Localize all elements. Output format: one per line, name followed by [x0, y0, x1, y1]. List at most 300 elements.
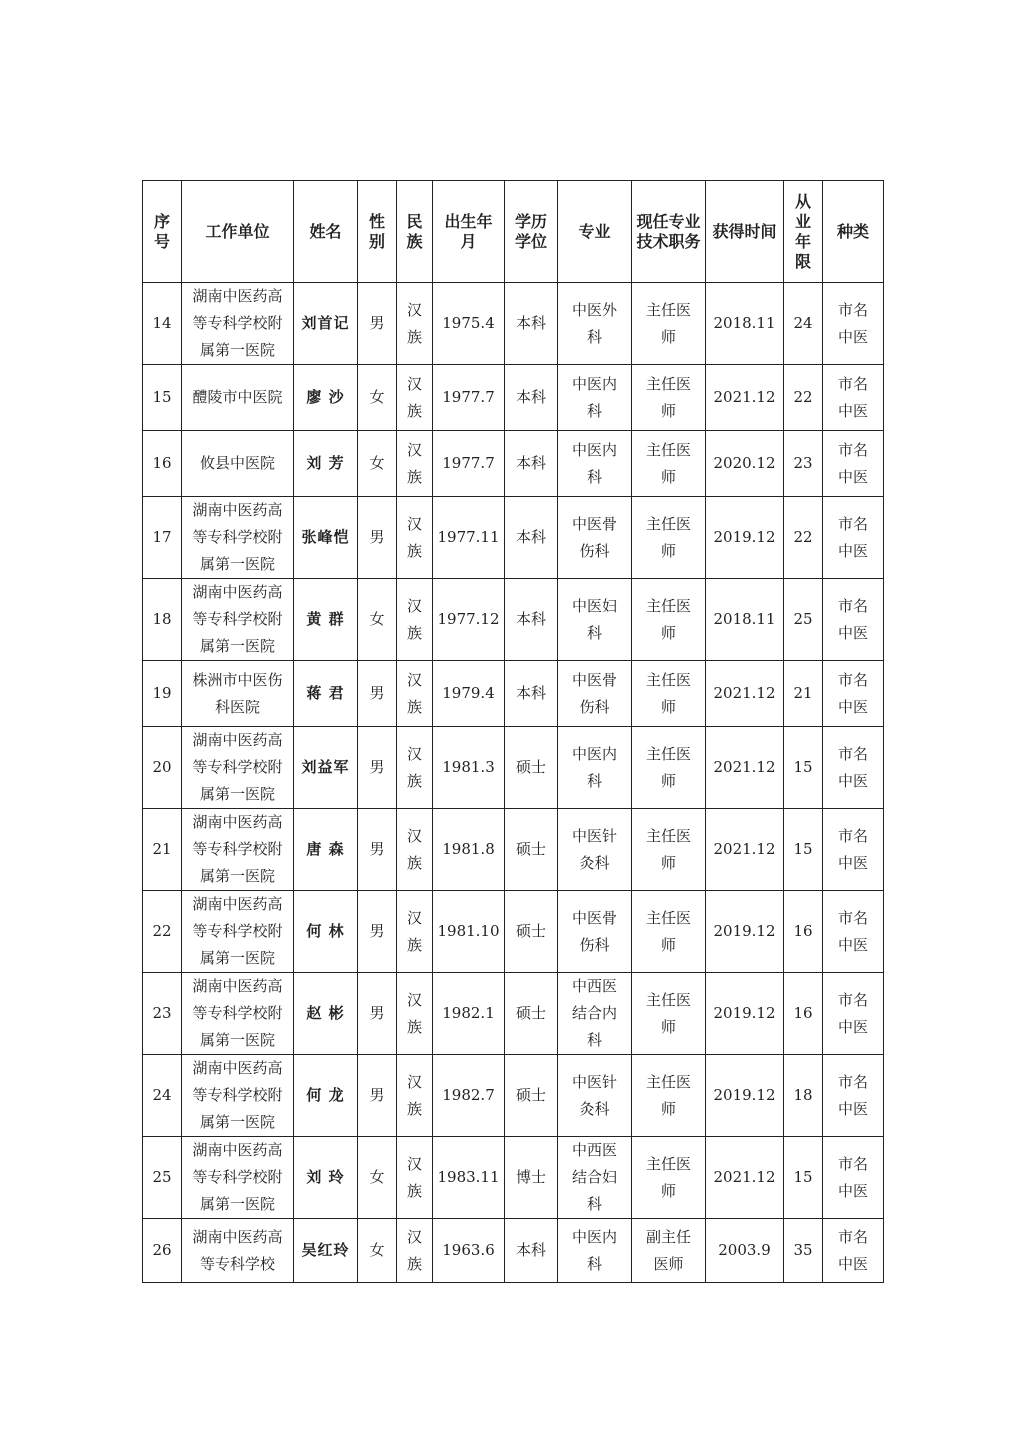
cell-title-text: 主任医师 [645, 744, 691, 790]
cell-seq [143, 497, 182, 579]
cell-ethnicity [397, 1137, 433, 1219]
cell-years-text: 22 [793, 528, 813, 546]
cell-name [294, 973, 358, 1055]
cell-title-text: 主任医师 [645, 440, 691, 486]
cell-years [784, 283, 823, 365]
cell-category-text: 市名中医 [837, 440, 868, 486]
cell-years [784, 1219, 823, 1283]
cell-title [632, 973, 706, 1055]
cell-specialty-text: 中西医结合妇科 [571, 1141, 617, 1213]
cell-gender [358, 579, 397, 661]
cell-unit [182, 1055, 294, 1137]
cell-specialty-text: 中医骨伤科 [571, 514, 617, 560]
cell-ethnicity [397, 431, 433, 497]
cell-years [784, 579, 823, 661]
cell-seq-text: 19 [152, 684, 172, 702]
cell-name [294, 365, 358, 431]
cell-seq [143, 283, 182, 365]
cell-seq-text: 20 [152, 758, 172, 776]
cell-years [784, 809, 823, 891]
cell-years-text: 15 [793, 840, 813, 858]
header-category: 种类 [823, 181, 884, 283]
cell-category-text: 市名中医 [837, 670, 868, 716]
cell-ethnicity-text: 汉族 [406, 670, 422, 716]
cell-category [823, 497, 884, 579]
cell-name-text: 刘 玲 [306, 1168, 345, 1186]
cell-seq-text: 22 [152, 922, 172, 940]
cell-obtained-text: 2021.12 [713, 1168, 776, 1186]
cell-unit [182, 727, 294, 809]
cell-name [294, 579, 358, 661]
cell-name [294, 431, 358, 497]
cell-years-text: 15 [793, 1168, 813, 1186]
cell-gender-text: 男 [369, 684, 385, 702]
cell-years-text: 18 [793, 1086, 813, 1104]
cell-name-text: 吴红玲 [301, 1241, 350, 1259]
cell-education-text: 本科 [515, 388, 546, 406]
cell-unit [182, 1137, 294, 1219]
cell-seq-text: 24 [152, 1086, 172, 1104]
cell-seq [143, 579, 182, 661]
cell-title-text: 主任医师 [645, 1154, 691, 1200]
cell-obtained [706, 579, 784, 661]
cell-name [294, 809, 358, 891]
cell-category-text: 市名中医 [837, 596, 868, 642]
cell-seq-text: 26 [152, 1241, 172, 1259]
cell-category-text: 市名中医 [837, 374, 868, 420]
cell-ethnicity [397, 579, 433, 661]
cell-obtained [706, 497, 784, 579]
cell-name-text: 何 龙 [306, 1086, 345, 1104]
cell-gender-text: 女 [369, 610, 385, 628]
cell-specialty-text: 中医内科 [571, 1227, 617, 1273]
cell-specialty-text: 中医妇科 [571, 596, 617, 642]
cell-gender [358, 497, 397, 579]
cell-birth [433, 1219, 505, 1283]
cell-birth-text: 1963.6 [442, 1241, 495, 1259]
cell-education [505, 891, 558, 973]
cell-title-text: 主任医师 [645, 826, 691, 872]
cell-seq-text: 23 [152, 1004, 172, 1022]
cell-ethnicity [397, 283, 433, 365]
cell-birth-text: 1977.12 [437, 610, 500, 628]
cell-category [823, 973, 884, 1055]
cell-years-text: 35 [793, 1241, 813, 1259]
cell-ethnicity [397, 809, 433, 891]
cell-birth-text: 1982.1 [442, 1004, 495, 1022]
cell-name [294, 1137, 358, 1219]
cell-title [632, 497, 706, 579]
cell-seq-text: 18 [152, 610, 172, 628]
cell-obtained-text: 2018.11 [713, 610, 776, 628]
cell-category-text: 市名中医 [837, 1227, 868, 1273]
cell-gender-text: 女 [369, 454, 385, 472]
cell-education-text: 本科 [515, 528, 546, 546]
cell-education-text: 硕士 [515, 1004, 546, 1022]
cell-years-text: 16 [793, 1004, 813, 1022]
cell-birth-text: 1982.7 [442, 1086, 495, 1104]
table-row [143, 891, 884, 973]
cell-category [823, 891, 884, 973]
cell-category [823, 579, 884, 661]
cell-obtained-text: 2021.12 [713, 758, 776, 776]
table-row [143, 1219, 884, 1283]
cell-name-text: 黄 群 [306, 610, 345, 628]
cell-title-text: 主任医师 [645, 374, 691, 420]
cell-specialty [558, 809, 632, 891]
cell-education-text: 本科 [515, 1241, 546, 1259]
cell-specialty [558, 365, 632, 431]
cell-specialty-text: 中医内科 [571, 374, 617, 420]
cell-seq-text: 25 [152, 1168, 172, 1186]
cell-name [294, 283, 358, 365]
cell-specialty [558, 1055, 632, 1137]
cell-title [632, 579, 706, 661]
cell-education-text: 本科 [515, 454, 546, 472]
cell-specialty-text: 中医针灸科 [571, 1072, 617, 1118]
cell-unit-text: 湖南中医药高等专科学校附属第一医院 [192, 583, 283, 655]
cell-years-text: 22 [793, 388, 813, 406]
header-ethnicity: 民族 [397, 181, 433, 283]
cell-title-text: 主任医师 [645, 1072, 691, 1118]
cell-category [823, 809, 884, 891]
table-row [143, 365, 884, 431]
cell-specialty [558, 727, 632, 809]
cell-title-text: 主任医师 [645, 908, 691, 954]
cell-education [505, 431, 558, 497]
cell-unit [182, 283, 294, 365]
cell-name-text: 赵 彬 [306, 1004, 345, 1022]
cell-specialty-text: 中医针灸科 [571, 826, 617, 872]
cell-obtained [706, 1055, 784, 1137]
cell-birth [433, 973, 505, 1055]
cell-name-text: 唐 森 [306, 840, 345, 858]
cell-birth [433, 661, 505, 727]
cell-education-text: 博士 [515, 1168, 546, 1186]
header-seq: 序号 [143, 181, 182, 283]
cell-birth-text: 1977.7 [442, 388, 495, 406]
cell-ethnicity-text: 汉族 [406, 1227, 422, 1273]
cell-seq-text: 14 [152, 314, 172, 332]
cell-ethnicity [397, 365, 433, 431]
cell-education [505, 727, 558, 809]
cell-unit-text: 株洲市中医伤科医院 [192, 670, 283, 716]
cell-obtained-text: 2019.12 [713, 1004, 776, 1022]
cell-category [823, 283, 884, 365]
cell-name [294, 891, 358, 973]
table-row [143, 1137, 884, 1219]
cell-gender-text: 女 [369, 1168, 385, 1186]
cell-seq [143, 661, 182, 727]
cell-title [632, 891, 706, 973]
cell-seq [143, 431, 182, 497]
cell-ethnicity-text: 汉族 [406, 1154, 422, 1200]
cell-obtained [706, 809, 784, 891]
cell-title [632, 365, 706, 431]
cell-ethnicity [397, 497, 433, 579]
cell-education [505, 1055, 558, 1137]
cell-birth [433, 431, 505, 497]
cell-obtained [706, 727, 784, 809]
cell-gender-text: 女 [369, 388, 385, 406]
cell-title-text: 主任医师 [645, 300, 691, 346]
cell-category-text: 市名中医 [837, 990, 868, 1036]
cell-seq [143, 973, 182, 1055]
cell-birth-text: 1977.7 [442, 454, 495, 472]
cell-specialty [558, 891, 632, 973]
cell-obtained [706, 365, 784, 431]
cell-ethnicity [397, 891, 433, 973]
cell-years [784, 1137, 823, 1219]
cell-specialty-text: 中医内科 [571, 440, 617, 486]
cell-obtained [706, 1137, 784, 1219]
table-body [143, 283, 884, 1283]
table-row [143, 973, 884, 1055]
cell-obtained-text: 2003.9 [718, 1241, 771, 1259]
cell-education [505, 497, 558, 579]
cell-birth [433, 1055, 505, 1137]
cell-ethnicity [397, 973, 433, 1055]
cell-years [784, 431, 823, 497]
cell-title [632, 1137, 706, 1219]
cell-title [632, 283, 706, 365]
cell-education-text: 本科 [515, 314, 546, 332]
cell-title [632, 809, 706, 891]
cell-ethnicity [397, 1055, 433, 1137]
header-unit: 工作单位 [182, 181, 294, 283]
cell-obtained-text: 2019.12 [713, 528, 776, 546]
cell-gender [358, 1219, 397, 1283]
cell-specialty-text: 中医骨伤科 [571, 908, 617, 954]
cell-seq [143, 365, 182, 431]
table-row [143, 431, 884, 497]
cell-years [784, 891, 823, 973]
cell-obtained [706, 431, 784, 497]
cell-seq [143, 727, 182, 809]
cell-ethnicity-text: 汉族 [406, 300, 422, 346]
cell-category-text: 市名中医 [837, 1072, 868, 1118]
cell-specialty [558, 497, 632, 579]
cell-birth [433, 283, 505, 365]
cell-category-text: 市名中医 [837, 514, 868, 560]
cell-title [632, 661, 706, 727]
cell-birth [433, 727, 505, 809]
cell-seq-text: 21 [152, 840, 172, 858]
cell-education-text: 硕士 [515, 758, 546, 776]
cell-name-text: 张峰恺 [301, 528, 350, 546]
cell-unit-text: 湖南中医药高等专科学校附属第一医院 [192, 1141, 283, 1213]
cell-unit [182, 431, 294, 497]
cell-unit [182, 365, 294, 431]
cell-years [784, 661, 823, 727]
cell-specialty-text: 中医外科 [571, 300, 617, 346]
cell-gender-text: 男 [369, 758, 385, 776]
cell-gender [358, 365, 397, 431]
cell-seq [143, 1055, 182, 1137]
cell-gender [358, 661, 397, 727]
header-name: 姓名 [294, 181, 358, 283]
cell-specialty [558, 1137, 632, 1219]
cell-ethnicity-text: 汉族 [406, 908, 422, 954]
cell-category-text: 市名中医 [837, 300, 868, 346]
header-education: 学历学位 [505, 181, 558, 283]
cell-name-text: 刘首记 [301, 314, 350, 332]
cell-name-text: 刘益军 [301, 758, 350, 776]
table-row [143, 579, 884, 661]
cell-name [294, 497, 358, 579]
cell-birth-text: 1981.8 [442, 840, 495, 858]
cell-birth-text: 1979.4 [442, 684, 495, 702]
cell-education-text: 硕士 [515, 1086, 546, 1104]
cell-ethnicity [397, 727, 433, 809]
cell-birth-text: 1981.10 [437, 922, 500, 940]
cell-obtained-text: 2021.12 [713, 840, 776, 858]
cell-obtained-text: 2021.12 [713, 684, 776, 702]
cell-name [294, 1219, 358, 1283]
header-obtained: 获得时间 [706, 181, 784, 283]
cell-seq [143, 1219, 182, 1283]
cell-unit [182, 891, 294, 973]
cell-unit [182, 661, 294, 727]
cell-obtained-text: 2020.12 [713, 454, 776, 472]
cell-specialty-text: 中医内科 [571, 744, 617, 790]
cell-years-text: 16 [793, 922, 813, 940]
table-row [143, 1055, 884, 1137]
cell-gender-text: 男 [369, 314, 385, 332]
cell-category-text: 市名中医 [837, 826, 868, 872]
cell-years-text: 21 [793, 684, 813, 702]
cell-obtained-text: 2019.12 [713, 922, 776, 940]
cell-birth-text: 1975.4 [442, 314, 495, 332]
cell-specialty [558, 431, 632, 497]
cell-unit-text: 湖南中医药高等专科学校附属第一医院 [192, 895, 283, 967]
cell-birth-text: 1977.11 [437, 528, 500, 546]
cell-gender-text: 男 [369, 922, 385, 940]
cell-name [294, 1055, 358, 1137]
header-title: 现任专业技术职务 [632, 181, 706, 283]
cell-category [823, 1219, 884, 1283]
cell-ethnicity-text: 汉族 [406, 440, 422, 486]
cell-category [823, 431, 884, 497]
cell-years [784, 727, 823, 809]
cell-ethnicity-text: 汉族 [406, 596, 422, 642]
cell-gender [358, 727, 397, 809]
doctor-roster-table [142, 180, 884, 1283]
cell-name-text: 刘 芳 [306, 454, 345, 472]
cell-birth [433, 891, 505, 973]
cell-ethnicity-text: 汉族 [406, 374, 422, 420]
cell-unit [182, 1219, 294, 1283]
cell-category-text: 市名中医 [837, 1154, 868, 1200]
cell-ethnicity-text: 汉族 [406, 826, 422, 872]
cell-title [632, 727, 706, 809]
cell-ethnicity-text: 汉族 [406, 514, 422, 560]
cell-unit-text: 攸县中医院 [199, 454, 275, 472]
cell-obtained-text: 2019.12 [713, 1086, 776, 1104]
cell-years-text: 25 [793, 610, 813, 628]
cell-name-text: 廖 沙 [306, 388, 345, 406]
cell-name-text: 何 林 [306, 922, 345, 940]
cell-gender [358, 431, 397, 497]
cell-years-text: 23 [793, 454, 813, 472]
cell-gender [358, 1055, 397, 1137]
cell-name-text: 蒋 君 [306, 684, 345, 702]
cell-unit-text: 湖南中医药高等专科学校附属第一医院 [192, 287, 283, 359]
cell-education [505, 365, 558, 431]
cell-education-text: 本科 [515, 610, 546, 628]
cell-education-text: 硕士 [515, 922, 546, 940]
cell-gender [358, 1137, 397, 1219]
cell-years [784, 365, 823, 431]
cell-title-text: 主任医师 [645, 514, 691, 560]
cell-ethnicity-text: 汉族 [406, 744, 422, 790]
table-row [143, 661, 884, 727]
cell-seq-text: 15 [152, 388, 172, 406]
cell-category [823, 727, 884, 809]
cell-education [505, 973, 558, 1055]
cell-education [505, 283, 558, 365]
cell-obtained [706, 661, 784, 727]
table-row [143, 727, 884, 809]
cell-gender-text: 男 [369, 840, 385, 858]
cell-years [784, 497, 823, 579]
cell-seq [143, 891, 182, 973]
header-row [143, 181, 884, 283]
cell-specialty [558, 579, 632, 661]
cell-unit [182, 809, 294, 891]
cell-gender-text: 男 [369, 1086, 385, 1104]
cell-specialty [558, 283, 632, 365]
cell-obtained [706, 283, 784, 365]
cell-years-text: 24 [793, 314, 813, 332]
header-birth: 出生年月 [433, 181, 505, 283]
cell-ethnicity-text: 汉族 [406, 1072, 422, 1118]
cell-education-text: 本科 [515, 684, 546, 702]
cell-title [632, 431, 706, 497]
cell-gender-text: 男 [369, 1004, 385, 1022]
cell-ethnicity [397, 661, 433, 727]
cell-unit-text: 湖南中医药高等专科学校附属第一医院 [192, 731, 283, 803]
cell-gender-text: 女 [369, 1241, 385, 1259]
cell-education [505, 1137, 558, 1219]
cell-unit-text: 湖南中医药高等专科学校附属第一医院 [192, 501, 283, 573]
cell-unit-text: 湖南中医药高等专科学校附属第一医院 [192, 1059, 283, 1131]
cell-seq-text: 17 [152, 528, 172, 546]
cell-ethnicity [397, 1219, 433, 1283]
cell-category-text: 市名中医 [837, 744, 868, 790]
cell-category [823, 661, 884, 727]
cell-title-text: 副主任医师 [645, 1227, 691, 1273]
cell-education [505, 809, 558, 891]
cell-seq [143, 1137, 182, 1219]
cell-specialty [558, 973, 632, 1055]
cell-gender [358, 973, 397, 1055]
cell-unit [182, 579, 294, 661]
cell-category-text: 市名中医 [837, 908, 868, 954]
cell-title [632, 1219, 706, 1283]
cell-education [505, 661, 558, 727]
cell-unit [182, 497, 294, 579]
cell-education-text: 硕士 [515, 840, 546, 858]
cell-years [784, 1055, 823, 1137]
cell-birth [433, 497, 505, 579]
cell-title [632, 1055, 706, 1137]
cell-unit-text: 醴陵市中医院 [192, 388, 283, 406]
cell-birth-text: 1981.3 [442, 758, 495, 776]
cell-birth [433, 365, 505, 431]
cell-unit [182, 973, 294, 1055]
cell-name [294, 661, 358, 727]
